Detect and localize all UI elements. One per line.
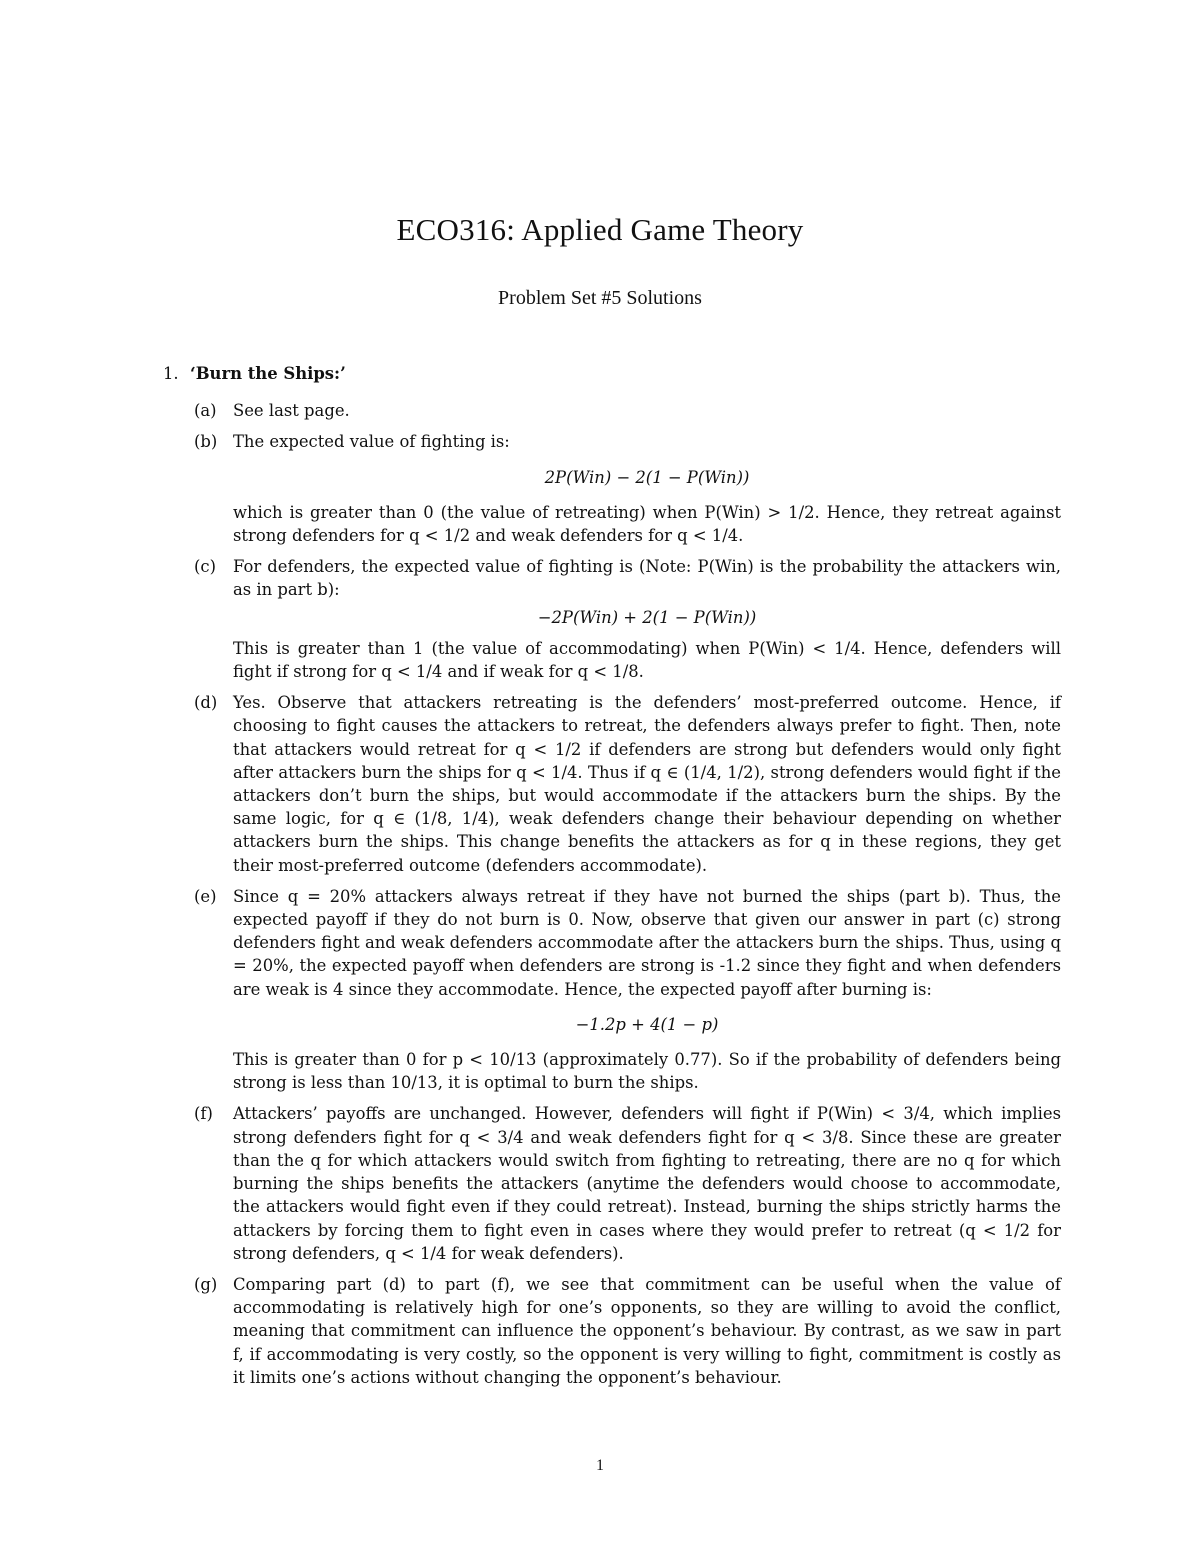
question-heading — [0, 362, 1200, 385]
part-c-equation: −2P(Win) + 2(1 − P(Win)) — [537, 607, 757, 627]
solutions-content — [0, 362, 1200, 1397]
part-e-text: This is greater than 0 for p < 10/13 (approximately 0.77). So if the probability of defenders being strong is less than 10/13, it is optimal to burn the ships. — [233, 1050, 1061, 1093]
question-title: ‘Burn the Ships:’ — [190, 364, 346, 383]
part-c-label: (c) — [194, 557, 216, 577]
part-e-equation: −1.2p + 4(1 − p) — [575, 1014, 719, 1034]
question-number: 1. — [163, 364, 179, 383]
part-b-equation: 2P(Win) − 2(1 − P(Win)) — [544, 467, 750, 487]
part-a-label: (a) — [194, 401, 217, 421]
part-a-text: See last page. — [233, 401, 350, 421]
document-subtitle: Problem Set #5 Solutions — [498, 287, 702, 309]
page-number: 1 — [596, 1457, 604, 1474]
part-c — [0, 555, 1061, 683]
part-e — [0, 885, 1061, 1095]
part-g-text: Comparing part (d) to part (f), we see that commitment can be useful when the value of accommodating is relatively high for one’s opponents, so they are willing to avoid the conflict, meaning that commitment can influence the opponent’s behaviour. By contrast, as we saw in part f, if accommodating is very costly, so the opponent is very willing to fight, commitment is costly as it limits one’s actions without changing the opponent’s behaviour. — [233, 1274, 1061, 1387]
part-f-label: (f) — [194, 1104, 213, 1124]
part-d-label: (d) — [194, 693, 218, 713]
part-f-text: Attackers’ payoffs are unchanged. However, defenders will fight if P(Win) < 3/4, which implies strong defenders fight for q < 3/4 and weak defenders fight for q < 3/8. Since these are greater than the q for which attackers would switch from fighting to retreating, there are no q for which burning the ships benefits the attackers (anytime the defenders would choose to accommodate, the attackers would fight even if they could retreat). Instead, burning the ships strictly harms the attackers by forcing them to fight even in cases where they would prefer to retreat (q < 1/2 for strong defenders, q < 1/4 for weak defenders). — [233, 1104, 1061, 1263]
part-a — [0, 399, 1061, 422]
part-b-intro: The expected value of fighting is: — [233, 432, 510, 452]
part-f — [0, 1102, 1061, 1264]
part-g-label: (g) — [194, 1274, 218, 1294]
part-g — [0, 1273, 1061, 1389]
part-c-intro: For defenders, the expected value of fighting is (Note: P(Win) is the probability the attackers win, as in part b): — [233, 557, 1061, 600]
part-e-intro: Since q = 20% attackers always retreat if they have not burned the ships (part b). Thus, the expected payoff if they do not burn is 0. Now, observe that given our answer in part (c) strong defenders fight and weak defenders accommodate after the attackers burn the ships. Thus, using q = 20%, the expected payoff when defenders are strong is -1.2 since they fight and when defenders are weak is 4 since they accommodate. Hence, the expected payoff after burning is: — [233, 886, 1061, 999]
part-c-text: This is greater than 1 (the value of accommodating) when P(Win) < 1/4. Hence, defenders will fight if strong for q < 1/4 and if weak for q < 1/8. — [233, 638, 1061, 682]
part-d — [0, 691, 1061, 877]
part-d-text: Yes. Observe that attackers retreating is the defenders’ most-preferred outcome. Hence, if choosing to fight causes the attackers to retreat, the defenders always prefer to fight. Then, note that attackers would retreat for q < 1/2 if defenders are strong but defenders would only fight after attackers burn the ships for q < 1/4. Thus if q ∈ (1/4, 1/2), strong defenders would fight if the attackers don’t burn the ships, but would accommodate if the attackers burn the ships. By the same logic, for q ∈ (1/8, 1/4), weak defenders change their behaviour depending on whether attackers burn the ships. This change benefits the attackers as for q in these regions, they get their most-preferred outcome (defenders accommodate). — [233, 693, 1061, 875]
part-b-label: (b) — [194, 432, 218, 452]
part-e-label: (e) — [194, 886, 217, 906]
part-b — [0, 430, 1061, 547]
document-title: ECO316: Applied Game Theory — [396, 212, 804, 247]
part-b-text: which is greater than 0 (the value of retreating) when P(Win) > 1/2. Hence, they retreat against strong defenders for q < 1/2 and weak defenders for q < 1/4. — [233, 502, 1061, 546]
